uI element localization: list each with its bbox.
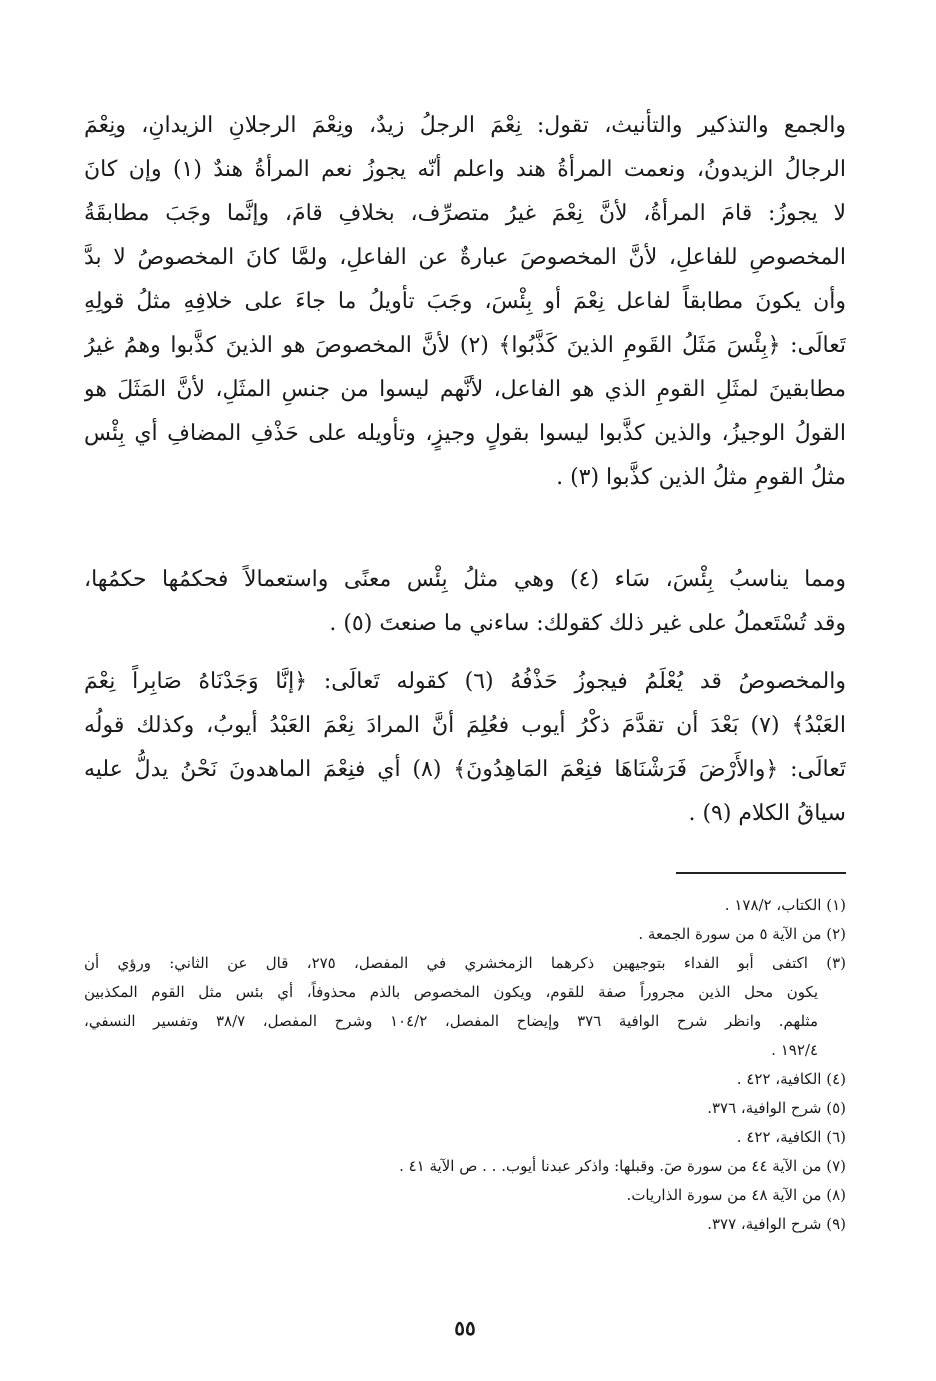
- text-line: المخصوصِ للفاعلِ، لأنَّ المخصوصَ عبارةٌ عن الفاعلِ، ولمَّا كانَ المخصوصُ لا بدَّ: [84, 245, 846, 270]
- book-page: [84, 104, 846, 1344]
- footnote: (٣) اكتفى أبو الفداء بتوجيهين ذكرهما الزمخشري في المفصل، ٢٧٥، قال عن الثاني: ورؤي أن: [84, 954, 846, 972]
- paragraph-makhsus: [84, 660, 846, 836]
- footnote-separator: [676, 872, 846, 874]
- footnote: (٦) الكافية، ٤٢٢ .: [736, 1128, 846, 1146]
- text-line: وقد تُسْتَعملُ على غير ذلك كقولك: ساءني ما صنعتَ (٥) .: [329, 611, 846, 636]
- footnote: (٥) شرح الوافية، ٣٧٦.: [707, 1099, 846, 1117]
- text-line: ومما يناسبُ بِئْسَ، سَاء (٤) وهي مثلُ بِئْس معنًى واستعمالاً فحكمُها حكمُها،: [84, 567, 846, 592]
- footnote: (٤) الكافية، ٤٢٢ .: [736, 1070, 846, 1088]
- text-line: الرجالُ الزيدونُ، ونعمت المرأةُ هند واعلم أنّه يجوزُ نعم المرأةُ هندٌ (١) وإن كانَ: [84, 157, 846, 182]
- text-line: وأن يكونَ مطابقاً لفاعل نِعْمَ أو بِئْسَ، وجَبَ تأويلُ ما جاءَ على خلافِهِ مثلُ قولِهِ: [84, 289, 846, 314]
- footnote: (٧) من الآية ٤٤ من سورة صٓ. وقبلها: واذكر عبدنا أيوب. . . ص الآية ٤١ .: [399, 1157, 846, 1175]
- text-line: تَعالَى: ﴿والأَرْضَ فَرَشْنَاهَا فنِعْمَ المَاهِدُونَ﴾ (٨) أي فنِعْمَ الماهدونَ نَحْنُ يدلُّ عليه: [84, 757, 846, 782]
- text-line: العَبْدُ﴾ (٧) بَعْدَ أن تقدَّمَ ذكْرُ أيوب فعُلِمَ أنَّ المرادَ نِعْمَ العَبْدُ أيوبُ، وكذلك قولُه: [84, 713, 846, 738]
- paragraph-ni-ma: [84, 104, 846, 544]
- main-text: [84, 104, 846, 836]
- text-line: مطابقينَ لمثَلِ القومِ الذي هو الفاعل، لأنَّهم ليسوا من جنسِ المثَلِ، لأنَّ المَثَلَ هو: [84, 377, 846, 402]
- text-line: والجمع والتذكير والتأنيث، تقول: نِعْمَ الرجلُ زيدٌ، ونِعْمَ الرجلانِ الزيدانِ، ونِعْمَ: [84, 113, 846, 138]
- text-line: مثلُ القومِ مثلُ الذين كذَّبوا (٣) .: [556, 465, 846, 490]
- footnote-continuation: يكون محل الذين مجروراً صفة للقوم، ويكون المخصوص بالذم محذوفاً، أي بئس مثل القوم المكذبين: [84, 983, 818, 1001]
- text-line: القولُ الوجيزُ، والذين كذَّبوا ليسوا بقولٍ وجيزٍ، وتأويله على حَذْفِ المضافِ أي بِئْس: [84, 421, 846, 446]
- footnote: (٢) من الآية ٥ من سورة الجمعة .: [638, 925, 846, 943]
- text-line: تَعالَى: ﴿بِئْسَ مَثَلُ القَومِ الذينَ كَذَّبُوا﴾ (٢) لأنَّ المخصوصَ هو الذينَ كذَّبوا وهمُ غيرُ: [84, 333, 846, 358]
- paragraph-sa-a: [84, 558, 846, 646]
- footnote: (٨) من الآية ٤٨ من سورة الذاريات.: [626, 1186, 846, 1204]
- footnotes: [84, 891, 846, 1239]
- footnote: (٩) شرح الوافية، ٣٧٧.: [707, 1215, 846, 1233]
- footnote: (١) الكتاب، ١٧٨/٢ .: [724, 896, 846, 914]
- footnote-continuation: ١٩٢/٤ .: [771, 1041, 818, 1059]
- page-number: ٥٥: [454, 1316, 476, 1340]
- text-line: سياقُ الكلام (٩) .: [688, 801, 846, 826]
- text-line: والمخصوصُ قد يُعْلَمُ فيجوزُ حَذْفُهُ (٦) كقوله تَعالَى: ﴿إنَّا وَجَدْنَاهُ صَابِراً نِعْمَ: [84, 669, 846, 694]
- footnote-continuation: مثلهم. وانظر شرح الوافية ٣٧٦ وإيضاح المفصل، ١٠٤/٢ وشرح المفصل، ٣٨/٧ وتفسير النسفي،: [84, 1012, 818, 1030]
- text-line: لا يجوزُ: قامَ المرأةُ، لأنَّ نِعْمَ غيرُ متصرِّف، بخلافِ قامَ، وإنَّما وجَبَ مطابقَةُ: [84, 201, 846, 226]
